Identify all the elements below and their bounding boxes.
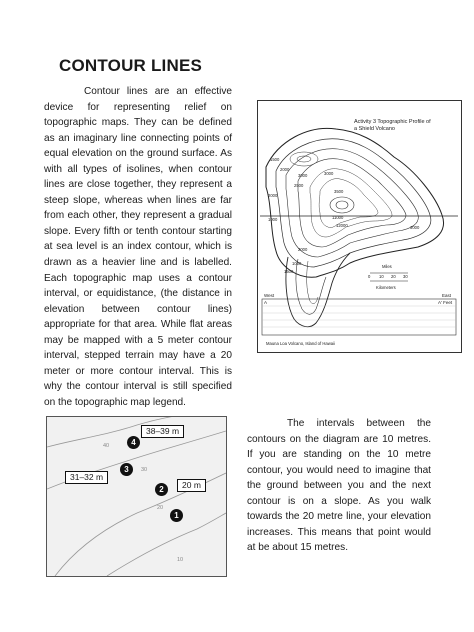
contour-interval-diagram — [46, 416, 227, 577]
point-marker-1: 1 — [170, 509, 183, 522]
west-sub: A — [264, 300, 268, 305]
elev-label: 2000 — [280, 167, 290, 172]
scale-tick: 0 — [368, 274, 371, 279]
point-marker-4: 4 — [127, 436, 140, 449]
scale-unit-label: Kilometers — [376, 285, 396, 290]
label-20m: 20 m — [177, 479, 206, 492]
interval-paragraph: The intervals between the contours on the diagram are 10 metres. If you are standing on the 10 metre contour, you would need to imagine that the ground between you and the next contour is on a slope. As you walk towards the 20 metre line, your elevation increases. This means that point would at be about 15 metres. — [247, 418, 431, 554]
volcano-topographic-map — [257, 100, 462, 353]
point-marker-3: 3 — [120, 463, 133, 476]
elev-label: 1500 — [284, 269, 294, 274]
elev-label: 3500 — [334, 189, 344, 194]
scale-tick: 30 — [403, 274, 408, 279]
east-sub: A' Feet — [438, 300, 453, 305]
elev-label: 12000 — [336, 223, 348, 228]
elev-label: 1000 — [268, 217, 278, 222]
elev-label: 3000 — [324, 171, 334, 176]
intro-paragraph: Contour lines are an effective device for representing relief on topographic maps. They can be defined as an imaginary line connecting points of equal elevation on the ground surface. As with all types of isolines, when contour lines are close together, they represent a steep slope, whereas when lines are far from each other, they represent a gradual slope. Every fifth or tenth contour starting at sea level is an index contour, which is drawn as a heavier line and is labelled. Each topographic map uses a contour interval, or equidistance, (the distance in elevation between contour lines) appropriate for that area. While flat areas may be mapped with a 5 meter contour interval, stepped terrain may have a 20 meter or more contour interval. This is why the contour interval is still specified on the topographic map legend. — [44, 86, 232, 408]
elev-label: 3000 — [298, 173, 308, 178]
page-title: CONTOUR LINES — [59, 56, 203, 75]
elev-label: 1500 — [270, 157, 280, 162]
contour-value-label: 20 — [157, 505, 164, 511]
label-31-32m: 31–32 m — [65, 471, 108, 484]
scale-tick: 20 — [391, 274, 396, 279]
elev-label: 2000 — [268, 193, 278, 198]
map-caption: Mauna Loa Volcano, Island of Hawaii — [266, 341, 335, 346]
point-marker-2: 2 — [155, 483, 168, 496]
contour-value-label: 40 — [103, 443, 110, 449]
east-label: East — [442, 293, 452, 298]
elev-label: 1000 — [292, 261, 302, 266]
scale-miles-label: Miles — [382, 264, 392, 269]
activity-title: Activity 3 Topographic Profile of a Shield Volcano — [354, 119, 431, 132]
elev-label: 2500 — [294, 183, 304, 188]
scale-tick: 10 — [379, 274, 384, 279]
elev-label: 3000 — [410, 225, 420, 230]
volcano-contour-svg — [258, 101, 461, 352]
elev-label: 2000 — [298, 247, 308, 252]
elev-label: 11000 — [332, 215, 344, 220]
label-38-39m: 38–39 m — [141, 425, 184, 438]
west-label: West — [264, 293, 275, 298]
contour-value-label: 10 — [177, 557, 184, 563]
contour-value-label: 30 — [141, 467, 148, 473]
